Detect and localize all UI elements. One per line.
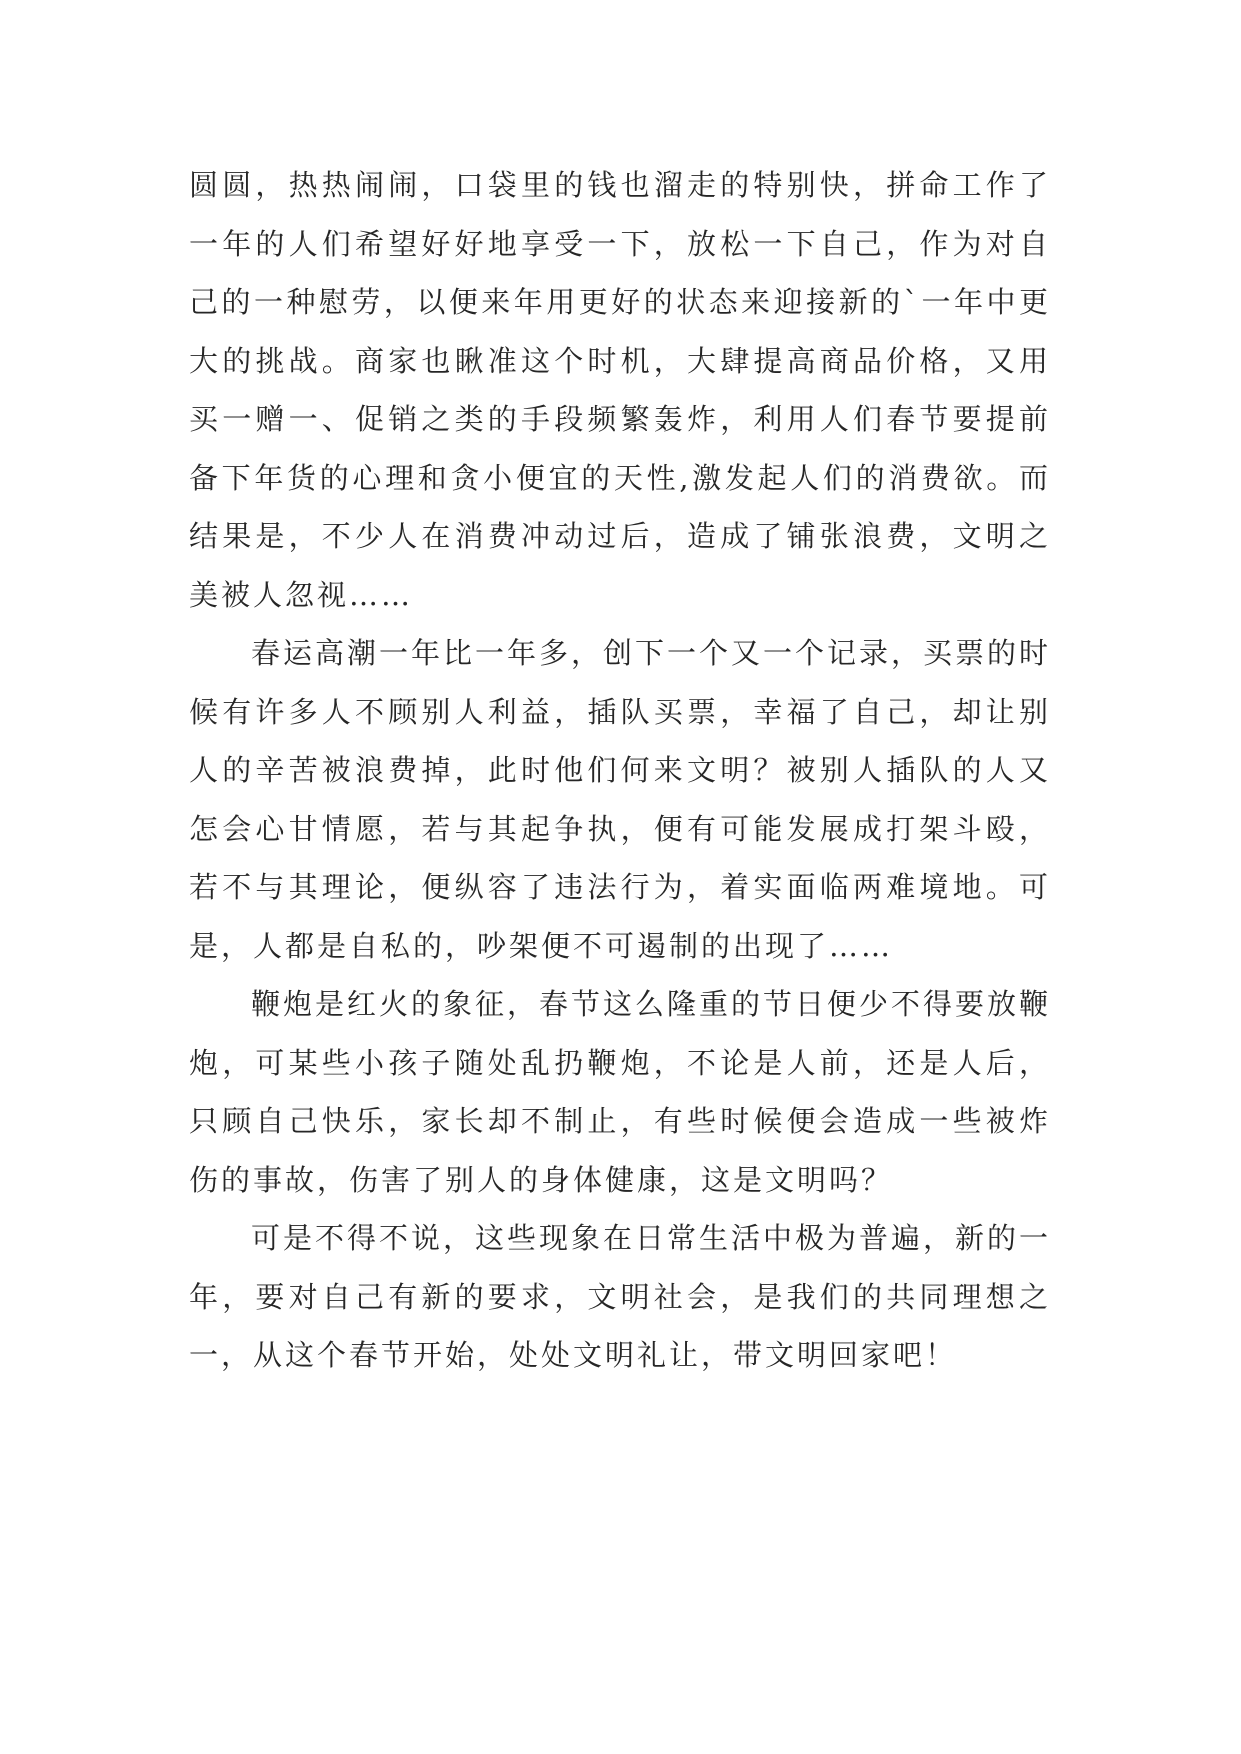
document-body — [189, 156, 1051, 1385]
paragraph-3: 鞭炮是红火的象征，春节这么隆重的节日便少不得要放鞭炮，可某些小孩子随处乱扔鞭炮，不论是人前，还是人后，只顾自己快乐，家长却不制止，有些时候便会造成一些被炸伤的事故，伤害了别人的身体健康，这是文明吗？ — [189, 987, 1052, 1197]
paragraph-1: 圆圆，热热闹闹，口袋里的钱也溜走的特别快，拼命工作了一年的人们希望好好地享受一下，放松一下自己，作为对自己的一种慰劳，以便来年用更好的状态来迎接新的`一年中更大的挑战。商家也瞅准这个时机，大肆提高商品价格，又用买一赠一、促销之类的手段频繁轰炸，利用人们春节要提前备下年货的心理和贪小便宜的天性,激发起人们的消费欲。而结果是，不少人在消费冲动过后，造成了铺张浪费，文明之美被人忽视…… — [189, 168, 1051, 612]
paragraph-2: 春运高潮一年比一年多，创下一个又一个记录，买票的时候有许多人不顾别人利益，插队买票，幸福了自己，却让别人的辛苦被浪费掉，此时他们何来文明？被别人插队的人又怎会心甘情愿，若与其起争执，便有可能发展成打架斗殴，若不与其理论，便纵容了违法行为，着实面临两难境地。可是，人都是自私的，吵架便不可遏制的出现了…… — [189, 636, 1052, 963]
paragraph-4: 可是不得不说，这些现象在日常生活中极为普遍，新的一年，要对自己有新的要求，文明社会，是我们的共同理想之一，从这个春节开始，处处文明礼让，带文明回家吧！ — [189, 1221, 1052, 1372]
